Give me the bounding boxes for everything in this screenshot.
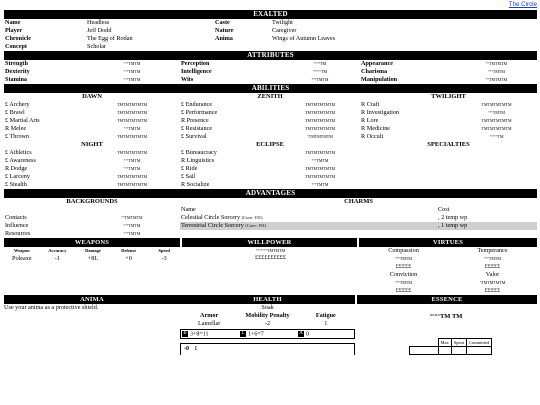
mobility-col: Mobility Penalty [245, 312, 290, 319]
soak-label: Soak [261, 304, 274, 311]
ability-name: R Investigation [361, 109, 399, 116]
mobility-value: -2 [264, 320, 271, 327]
weapons-cols [4, 247, 182, 255]
armor-col: Armor [200, 312, 219, 319]
ability-dots: TMTMTMTMTM [117, 182, 147, 187]
name-label: Name [5, 19, 21, 26]
anima-text: Use your anima as a protective shield. [4, 304, 99, 311]
attr-name: Strength [5, 60, 28, 67]
nature-label: Nature [215, 27, 234, 34]
attribute-row [4, 76, 537, 84]
exalted-row [4, 27, 537, 35]
combat-section [4, 247, 537, 295]
nature-value: Caregiver [272, 27, 297, 34]
advantages-row [4, 206, 537, 214]
attr-name: Perception [181, 60, 210, 67]
armor-value: Lamellar [197, 320, 221, 327]
attributes-table [4, 60, 537, 84]
max-col: Max [438, 339, 451, 347]
ability-dots: TMTMTMTMTM [305, 166, 335, 171]
lower-bars [4, 295, 537, 304]
ability-dots: TMTMTMTMTM [305, 174, 335, 179]
virtue-row [359, 255, 537, 263]
ability-name: £ Larceny [5, 173, 30, 180]
night-heading: NIGHT [81, 141, 103, 148]
exalted-header: EXALTED [4, 10, 537, 19]
ability-name: £ Thrown [5, 133, 30, 140]
player-value: Jeff Dodd [87, 27, 112, 34]
background-dots: °°°TMTM [123, 231, 141, 236]
the-circle-link[interactable]: The Circle [508, 1, 537, 8]
dawn-heading: DAWN [82, 93, 102, 100]
ability-name: £ Athletics [5, 149, 32, 156]
lower-section [4, 304, 537, 355]
charm-name [180, 214, 360, 222]
exalted-row [4, 19, 537, 27]
attr-dots: °°°TMTM [311, 77, 329, 82]
backgrounds-heading: BACKGROUNDS [66, 198, 118, 205]
background-name: Influence [5, 222, 29, 229]
aggravated-key: A [299, 330, 303, 336]
advantages-table [4, 198, 537, 238]
attr-dots: °°°TMTM [123, 77, 141, 82]
advantages-row [4, 230, 537, 238]
essence-pool-table [409, 338, 492, 355]
ability-dots: TMTMTMTMTM [117, 102, 147, 107]
anima-value: Wings of Autumn Leaves [272, 35, 336, 42]
ability-dots: TMTMTMTMTM [305, 150, 335, 155]
ability-dots: TMTMTMTMTM [305, 118, 335, 123]
empty-cell [467, 347, 492, 355]
advantages-header: ADVANTAGES [4, 189, 537, 198]
virtue-dots: °°°TMTM [484, 256, 501, 261]
specialties-heading: SPECIALTIES [427, 141, 470, 148]
zenith-heading: ZENITH [257, 93, 283, 100]
caste-label: Caste [215, 19, 230, 26]
attr-dots: °°TMTMTM [485, 77, 508, 82]
empty-cell [438, 347, 451, 355]
armor-cols [180, 312, 355, 320]
ability-dots: TMTMTMTMTM [117, 118, 147, 123]
armor-vals [180, 320, 355, 328]
empty-cell [180, 230, 537, 238]
advantages-row [4, 214, 537, 222]
advantages-heads [4, 198, 537, 206]
willpower-panel [182, 247, 359, 295]
spent-col: Spent [451, 339, 466, 347]
attr-name: Stamina [5, 76, 28, 83]
virtue-dots: °°°TMTM [395, 280, 412, 285]
ability-dots: °°°TMTM [311, 182, 329, 187]
attr-name: Wits [181, 76, 194, 83]
weapon-damage: +8L [87, 255, 99, 262]
attr-name: Dexterity [5, 68, 30, 75]
virtue-name: Compassion [388, 247, 419, 254]
weapons-header: WEAPONS [4, 238, 180, 247]
anima-label: Anima [215, 35, 233, 42]
virtue-row [359, 287, 537, 295]
charm-cost-col: Cost [438, 206, 450, 213]
specialties-cell [360, 173, 537, 181]
specialties-cell [360, 181, 537, 189]
character-sheet [4, 10, 537, 355]
essence-panel [355, 304, 537, 355]
ability-dots: TMTMTMTMTM [481, 126, 512, 131]
essence-pool-head [410, 339, 492, 347]
attr-name: Intelligence [181, 68, 212, 75]
ability-row [4, 149, 537, 157]
ability-name: £ Sail [181, 173, 196, 180]
virtue-name: Conviction [389, 271, 418, 278]
ability-row [4, 133, 537, 141]
ability-row [4, 181, 537, 189]
attribute-row [4, 68, 537, 76]
ability-row [4, 157, 537, 165]
chronicle-value: The Egg of Rodan [87, 35, 133, 42]
chronicle-label: Chronicle [5, 35, 32, 42]
ability-dots: TMTMTMTMTM [117, 174, 147, 179]
background-name: Resources [5, 230, 31, 237]
health-level-box-glyph: £ [194, 346, 198, 352]
virtues-panel [359, 247, 537, 295]
ability-name: £ Martial Arts [5, 117, 40, 124]
attr-dots: °°°°°TM [313, 69, 327, 74]
attr-dots: °°TMTMTM [485, 61, 508, 66]
bashing-soak [182, 331, 240, 337]
ability-name: £ Endurance [181, 101, 213, 108]
virtue-boxes: £££££ [484, 287, 501, 294]
background-name: Contacts [5, 214, 27, 221]
specialties-cell [360, 165, 537, 173]
attr-dots: °°°TMTM [488, 69, 505, 74]
health-header: HEALTH [253, 296, 282, 303]
ability-name: £ Bureaucracy [181, 149, 217, 156]
ability-dots: °°°TMTM [311, 158, 329, 163]
anima-header-wrap [4, 295, 355, 304]
willpower-header: WILLPOWER [182, 238, 357, 247]
willpower-boxes: ££££££££££ [255, 254, 286, 261]
exalted-row [4, 35, 537, 43]
health-armor-table [180, 312, 355, 328]
ability-dots: °°°TMTM [488, 110, 505, 115]
attr-dots: °°°TMTM [123, 61, 141, 66]
ability-name: £ Brawl [5, 109, 25, 116]
empty-cell [451, 347, 466, 355]
weapons-panel [4, 247, 182, 295]
bashing-value: 3+8=11 [190, 331, 209, 338]
speed-col: Speed [158, 248, 170, 253]
aggravated-value: 0 [306, 331, 309, 338]
charm-cost: , 1 temp wp [360, 222, 537, 230]
attr-dots: °°°TMTM [123, 69, 141, 74]
ability-name: R Lore [361, 117, 379, 124]
defense-col: Defense [121, 248, 137, 253]
ability-dots: °°°°°TM [489, 134, 504, 139]
combat-bars [4, 238, 537, 247]
weapon-name: Poleaxe [12, 255, 32, 262]
ability-row [4, 125, 537, 133]
charm-ref: (Core: 191) [245, 223, 267, 228]
health-level-box [180, 343, 355, 355]
virtue-dots: °TMTMTMTM [479, 280, 506, 285]
essence-dots: °°°°TM TM [429, 313, 463, 320]
concept-value: Scholar [87, 43, 106, 50]
lethal-value: 1+6=7 [248, 331, 264, 338]
virtues-header: VIRTUES [359, 238, 537, 247]
virtue-boxes: £££££ [484, 263, 501, 270]
weapon-row [4, 255, 182, 263]
ability-name: R Presence [181, 117, 209, 124]
specialties-cell [360, 149, 537, 157]
ability-name: R Socialize [181, 181, 210, 188]
name-value: Headless [87, 19, 110, 26]
health-penalty: -0 [184, 346, 189, 352]
virtue-row [359, 279, 537, 287]
ability-dots: TMTMTMTMTM [305, 126, 335, 131]
weapon-defense: +0 [125, 255, 132, 262]
empty-cell [271, 43, 537, 51]
ability-name: £ Resistance [181, 125, 213, 132]
virtue-name: Temperance [477, 247, 508, 254]
charms-heading: CHARMS [344, 198, 373, 205]
virtue-name: Valor [485, 271, 500, 278]
empty-cell [214, 43, 271, 51]
charm-name [180, 222, 360, 230]
virtue-boxes: £££££ [395, 287, 412, 294]
ability-name: £ Performance [181, 109, 218, 116]
charm-name-col: Name [181, 206, 196, 213]
twilight-heading: TWILIGHT [431, 93, 466, 100]
weapon-speed: -3 [161, 255, 167, 262]
lethal-key: L [241, 330, 245, 336]
anima-health-split [4, 295, 355, 304]
ability-dots: TMTMTMTMTM [117, 110, 147, 115]
virtue-row [359, 263, 537, 271]
ability-row [4, 109, 537, 117]
ability-name: R Craft [361, 101, 380, 108]
attribute-row [4, 60, 537, 68]
weapons-table [4, 247, 182, 263]
accuracy-col: Accuracy [48, 248, 67, 253]
attr-name: Manipulation [361, 76, 398, 83]
bashing-key: B [183, 330, 187, 336]
essence-header: ESSENCE [357, 295, 537, 304]
caste-value: Twilight [272, 19, 293, 26]
ability-dots: TMTMTMTMTM [117, 150, 147, 155]
ability-dots: °TMTMTMTM [307, 134, 333, 139]
ability-name: R Occult [361, 133, 384, 140]
empty-cell [410, 339, 439, 347]
charm-name-text: Terrestrial Circle Sorcery [181, 222, 244, 229]
abilities-header: ABILITIES [4, 84, 537, 93]
ability-name: R Melee [5, 125, 27, 132]
advantages-row [4, 222, 537, 230]
fatigue-value: 1 [324, 320, 328, 327]
ability-group-heads [4, 141, 537, 149]
ability-name: £ Awareness [5, 157, 36, 164]
ability-name: R Linguistics [181, 157, 215, 164]
empty-cell [410, 347, 439, 355]
essence-pool-row [410, 347, 492, 355]
attributes-header: ATTRIBUTES [4, 51, 537, 60]
attr-dots: °°°°TM [313, 61, 327, 66]
attr-name: Appearance [361, 60, 393, 67]
ability-dots: °°°TMTM [123, 126, 141, 131]
background-dots: °°TMTMTM [121, 215, 143, 220]
soak-values-box [180, 329, 355, 339]
exalted-table [4, 19, 537, 51]
background-dots: °°°TMTM [123, 223, 141, 228]
ability-name: £ Survival [181, 133, 207, 140]
health-panel [180, 304, 355, 355]
virtue-row [359, 271, 537, 279]
committed-col: Committed [467, 339, 492, 347]
ability-row [4, 165, 537, 173]
virtue-dots: °°°TMTM [395, 256, 412, 261]
ability-name: £ Archery [5, 101, 30, 108]
ability-dots: °°°TMTM [123, 158, 141, 163]
weapon-col: Weapon [13, 248, 30, 253]
willpower-dots: °°°°°°°TMTMTM [255, 248, 286, 253]
empty-cell [4, 206, 180, 214]
ability-name: R Medicine [361, 125, 391, 132]
charm-cost: , 2 temp wp [438, 214, 468, 221]
virtues-table [359, 247, 537, 295]
ability-name: £ Ride [181, 165, 198, 172]
ability-dots: °°°TMTM [123, 166, 141, 171]
fatigue-col: Fatigue [315, 312, 336, 319]
aggravated-soak [298, 331, 353, 337]
ability-dots: TMTMTMTMTM [305, 102, 335, 107]
virtue-row [359, 247, 537, 255]
concept-label: Concept [5, 43, 27, 50]
ability-dots: TMTMTMTMTM [481, 102, 512, 107]
weapon-accuracy: -1 [54, 255, 60, 262]
ability-row [4, 117, 537, 125]
ability-name: £ Stealth [5, 181, 27, 188]
ability-row [4, 173, 537, 181]
eclipse-heading: ECLIPSE [256, 141, 284, 148]
ability-name: R Dodge [5, 165, 28, 172]
attr-name: Charisma [361, 68, 388, 75]
ability-group-heads [4, 93, 537, 101]
virtue-boxes: £££££ [395, 263, 412, 270]
charm-name-text: Celestial Circle Sorcery [181, 214, 241, 221]
charm-ref: (Core: 191) [241, 215, 263, 220]
specialties-cell [360, 157, 537, 165]
player-label: Player [5, 27, 23, 34]
lethal-soak [240, 331, 298, 337]
ability-row [4, 101, 537, 109]
abilities-table-top [4, 93, 537, 189]
anima-panel [4, 304, 180, 355]
anima-header: ANIMA [80, 296, 104, 303]
ability-dots: TMTMTMTMTM [305, 110, 335, 115]
exalted-row [4, 43, 537, 51]
ability-dots: TMTMTMTMTM [481, 118, 512, 123]
damage-col: Damage [85, 248, 101, 253]
ability-dots: TMTMTMTMTM [117, 134, 147, 139]
